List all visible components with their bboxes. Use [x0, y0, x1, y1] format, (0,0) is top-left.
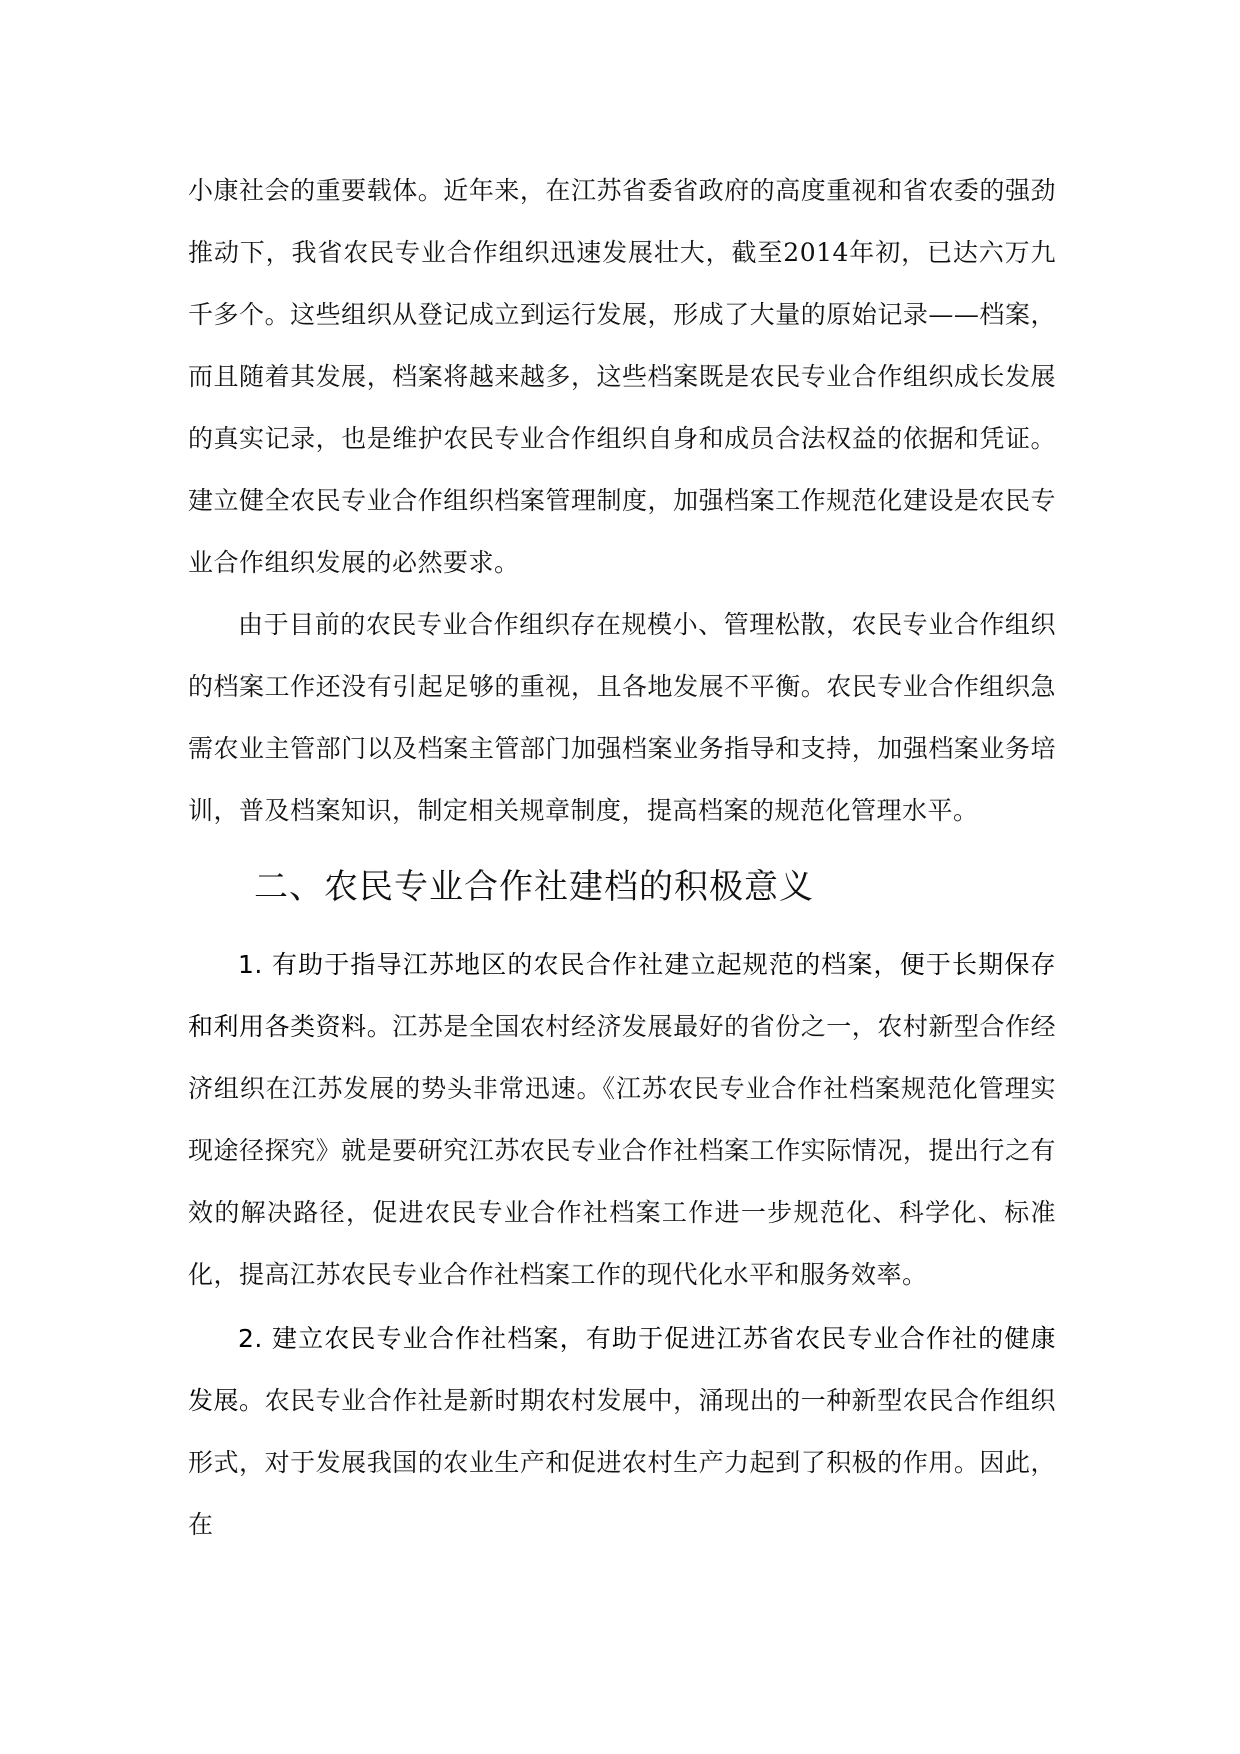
paragraph-problems: 由于目前的农民专业合作组织存在规模小、管理松散，农民专业合作组织的档案工作还没有引起足够的重视，且各地发展不平衡。农民专业合作组织急需农业主管部门以及档案主管部门加强档案业务指导和支持，加强档案业务培训，普及档案知识，制定相关规章制度，提高档案的规范化管理水平。 — [188, 610, 1056, 825]
list-item-1-body: 江苏是全国农村经济发展最好的省份之一，农村新型合作经济组织在江苏发展的势头非常迅速。《江苏农民专业合作社档案规范化管理实现途径探究》就是要研究江苏农民专业合作社档案工作实际情况，提出行之有效的解决路径，促进农民专业合作社档案工作进一步规范化、科学化、标准化，提高江苏农民专业合作社档案工作的现代化水平和服务效率。 — [188, 1012, 1056, 1289]
list-item-1-lead: 1. 有助于指导江苏地区的农民合作社建立起规范的档案，便于长期保存和利用各类资料。 — [188, 950, 1056, 1041]
list-item-1 — [188, 934, 1056, 1306]
list-item-2-body: 农民专业合作社是新时期农村发展中，涌现出的一种新型农民合作组织形式，对于发展我国的农业生产和促进农村生产力起到了积极的作用。因此，在 — [188, 1386, 1056, 1539]
list-item-2 — [188, 1308, 1056, 1556]
list-item-2-lead: 2. 建立农民专业合作社档案，有助于促进江苏省农民专业合作社的健康发展。 — [188, 1324, 1056, 1415]
section-heading: 二、农民专业合作社建档的积极意义 — [254, 867, 814, 907]
paragraph-continued: 小康社会的重要载体。近年来，在江苏省委省政府的高度重视和省农委的强劲推动下，我省农民专业合作组织迅速发展壮大，截至2014年初，已达六万九千多个。这些组织从登记成立到运行发展，形成了大量的原始记录——档案，而且随着其发展，档案将越来越多，这些档案既是农民专业合作组织成长发展的真实记录，也是维护农民专业合作组织自身和成员合法权益的依据和凭证。建立健全农民专业合作组织档案管理制度，加强档案工作规范化建设是农民专业合作组织发展的必然要求。 — [188, 176, 1056, 577]
document-body — [188, 160, 1056, 1556]
